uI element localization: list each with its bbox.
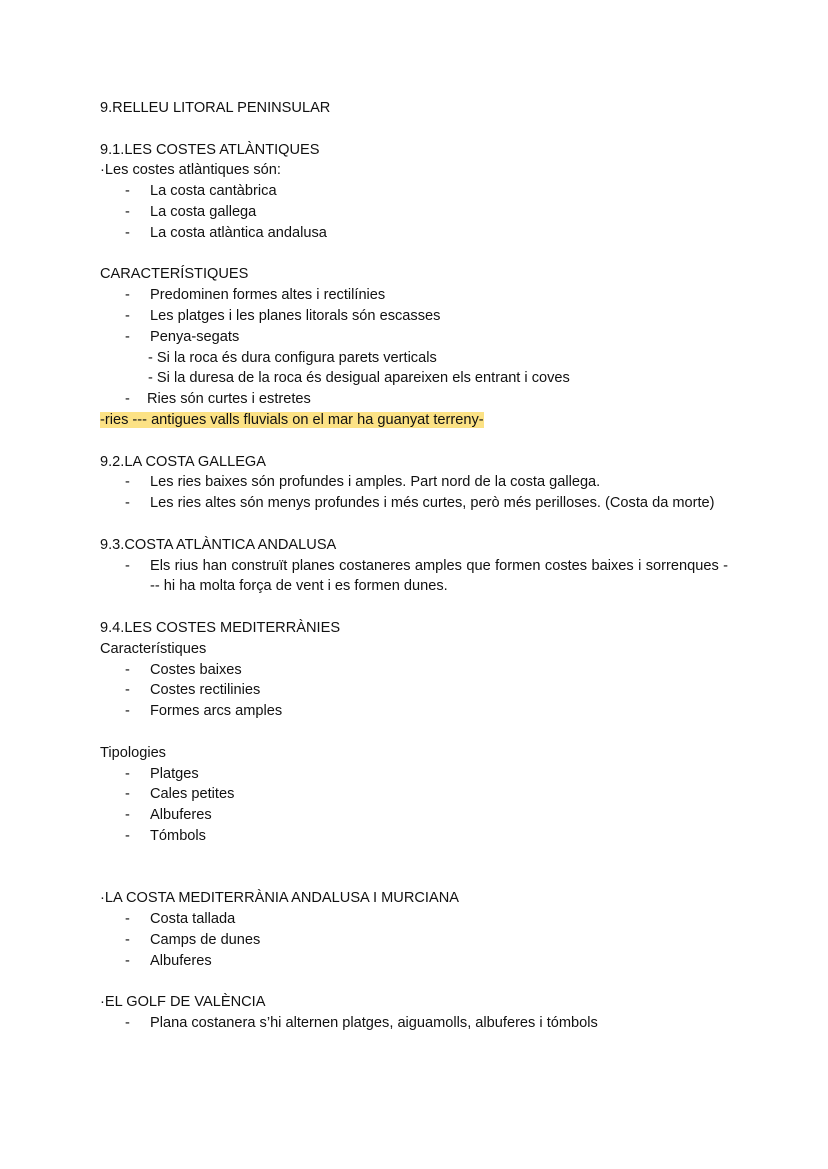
document-page <box>100 98 728 1034</box>
section-heading-andalusian-atlantic: 9.3.COSTA ATLÀNTICA ANDALUSA <box>100 536 337 553</box>
valencia-list <box>100 1013 728 1034</box>
section-heading-mediterranean: 9.4.LES COSTES MEDITERRÀNIES <box>100 619 341 636</box>
section-heading-valencia: ·EL GOLF DE VALÈNCIA <box>100 994 266 1011</box>
list-item: - Albuferes <box>100 805 728 826</box>
list-item: - Les platges i les planes litorals són escasses <box>100 306 728 327</box>
list-item: - Formes arcs amples <box>100 701 728 722</box>
list-item: - Albuferes <box>100 951 728 972</box>
list-item: - Tómbols <box>100 826 728 847</box>
list-item: - Penya-segats <box>100 327 728 348</box>
list-item: - Platges <box>100 764 728 785</box>
highlighted-text: -ries --- antigues valls fluvials on el mar ha guanyat terreny- <box>100 411 484 428</box>
atlantic-intro: ·Les costes atlàntiques són: <box>100 162 281 179</box>
rias-list <box>100 389 728 410</box>
list-item: - La costa gallega <box>100 202 728 223</box>
list-item: - Les ries altes són menys profundes i més curtes, però més perilloses. (Costa da morte) <box>100 493 728 514</box>
mediterranean-features-heading: Característiques <box>100 640 207 657</box>
section-heading-atlantic: 9.1.LES COSTES ATLÀNTIQUES <box>100 141 320 158</box>
list-item: - Les ries baixes són profundes i amples. Part nord de la costa gallega. <box>100 472 728 493</box>
mediterranean-types-list <box>100 764 728 847</box>
list-item: - Els rius han construït planes costaneres amples que formen costes baixes i sorrenques --- hi ha molta força de vent i es formen dunes. <box>100 556 728 598</box>
mediterranean-features-list <box>100 660 728 722</box>
list-item: - La costa atlàntica andalusa <box>100 223 728 244</box>
list-item: - Predominen formes altes i rectilínies <box>100 285 728 306</box>
section-heading-galician: 9.2.LA COSTA GALLEGA <box>100 453 267 470</box>
atlantic-features-list <box>100 285 728 347</box>
mediterranean-types-heading: Tipologies <box>100 744 166 761</box>
document-title: 9.RELLEU LITORAL PENINSULAR <box>100 100 331 116</box>
section-heading-andalusian-murcian: ·LA COSTA MEDITERRÀNIA ANDALUSA I MURCIANA <box>100 890 459 907</box>
list-item: - Camps de dunes <box>100 930 728 951</box>
andalusian-murcian-list <box>100 909 728 971</box>
andalusian-atlantic-list <box>100 556 728 598</box>
galician-list <box>100 472 728 514</box>
list-item: - Costa tallada <box>100 909 728 930</box>
atlantic-features-heading: CARACTERÍSTIQUES <box>100 266 249 283</box>
list-item: - Cales petites <box>100 784 728 805</box>
highlighted-note <box>100 410 728 431</box>
cliff-note: - Si la duresa de la roca és desigual apareixen els entrant i coves <box>148 370 570 387</box>
list-item: - La costa cantàbrica <box>100 181 728 202</box>
list-item: - Costes rectilinies <box>100 680 728 701</box>
atlantic-coasts-list <box>100 181 728 243</box>
list-item: - Plana costanera s’hi alternen platges, aiguamolls, albuferes i tómbols <box>100 1013 728 1034</box>
cliff-note: - Si la roca és dura configura parets verticals <box>148 349 437 366</box>
list-item: - Costes baixes <box>100 660 728 681</box>
list-item: - Ries són curtes i estretes <box>100 389 728 410</box>
